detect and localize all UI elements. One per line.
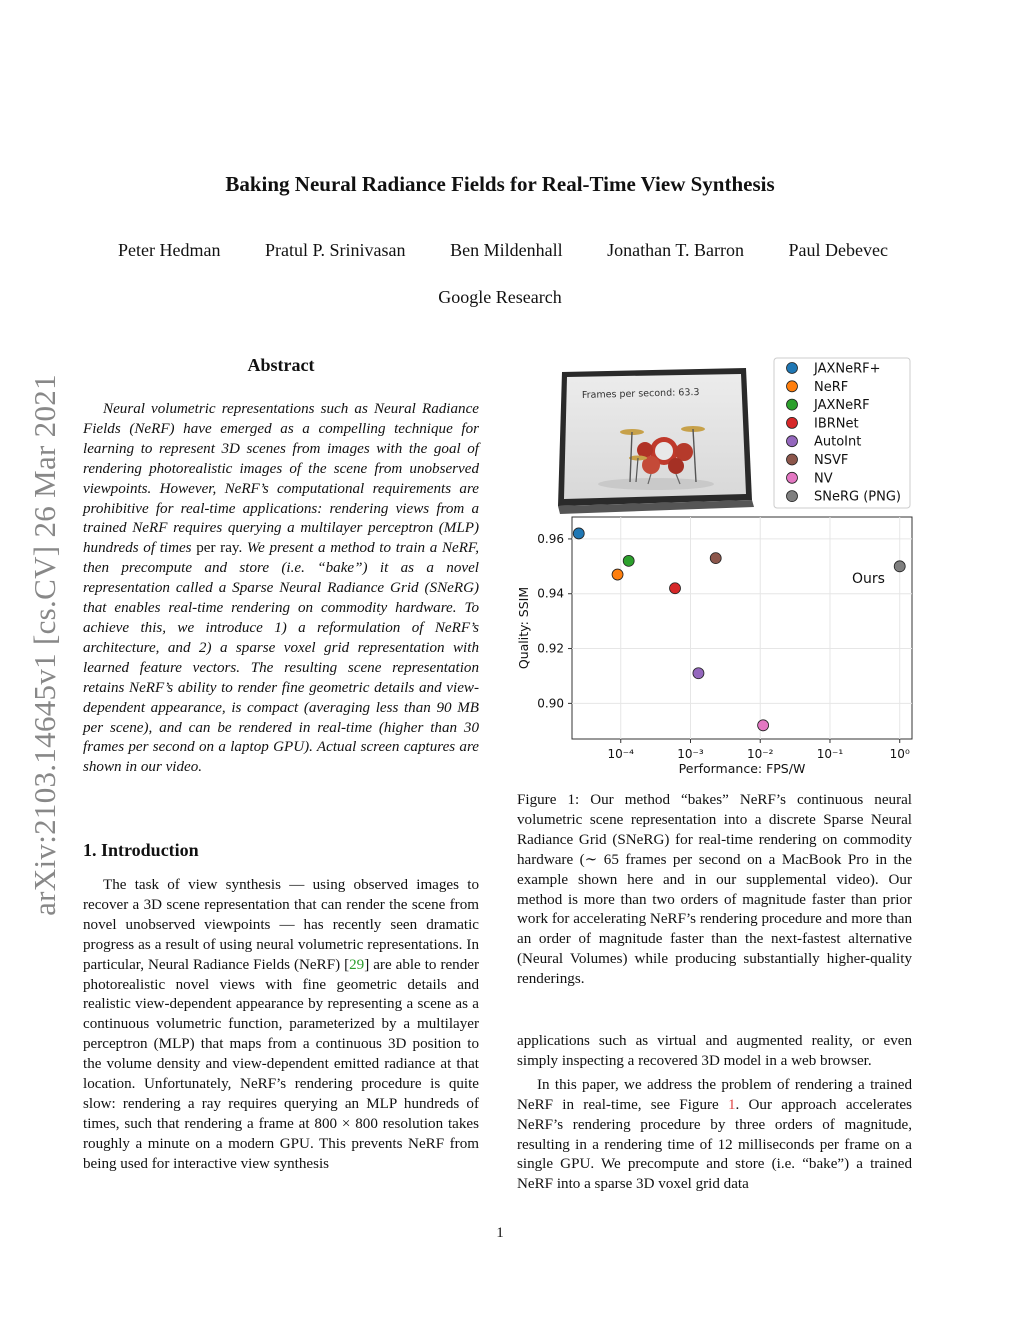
body-text: The task of view synthesis — using observed images to recover a 3D scene representation that can render the scene from novel unobserved viewpoints — has recently seen dramatic progress as a result of using neural volumetric representations. In particular, Neural Radiance Fields (NeRF) [ [83, 877, 479, 973]
right-column-body [517, 1032, 912, 1199]
body-paragraph [517, 1076, 912, 1195]
data-point [894, 561, 905, 572]
affiliation: Google Research [438, 287, 562, 307]
body-paragraph: applications such as virtual and augmented reality, or even simply inspecting a recovered 3D model in a web browser. [517, 1033, 912, 1069]
legend-marker [787, 363, 798, 374]
data-point [693, 668, 704, 679]
y-axis-label: Quality: SSIM [516, 586, 531, 670]
author: Jonathan T. Barron [607, 240, 744, 260]
abstract-body [83, 400, 479, 778]
data-point [612, 569, 623, 580]
legend-label: IBRNet [814, 416, 859, 432]
chart-points [573, 528, 905, 731]
legend-marker [787, 491, 798, 502]
legend-marker [787, 381, 798, 392]
body-text: . Our approach accelerates NeRF’s rendering procedure by three orders of magnitude, resulting in a rendering time of 12 milliseconds per frame on a single GPU. We precompute and store (i.e. “bake”) a trained NeRF into a sparse 3D voxel grid data [517, 1096, 912, 1193]
page-number: 1 [496, 1225, 504, 1241]
chart-legend [774, 358, 910, 508]
legend-marker [787, 454, 798, 465]
y-tick-label: 0.94 [537, 586, 564, 601]
legend-marker [787, 472, 798, 483]
legend-marker [787, 399, 798, 410]
x-axis-label: Performance: FPS/W [678, 761, 806, 776]
legend-label: AutoInt [814, 434, 862, 450]
chart-gridlines [572, 517, 912, 739]
y-tick-label: 0.90 [537, 696, 564, 711]
legend-label: NeRF [814, 379, 849, 395]
legend-marker [787, 417, 798, 428]
introduction-body [83, 876, 479, 1175]
author: Peter Hedman [118, 240, 221, 260]
author: Ben Mildenhall [450, 240, 563, 260]
author: Paul Debevec [788, 240, 888, 260]
data-point [670, 583, 681, 594]
data-point [573, 528, 584, 539]
author: Pratul P. Srinivasan [265, 240, 406, 260]
section-heading: 1. Introduction [83, 840, 199, 860]
x-tick-label: 10⁻¹ [816, 747, 844, 761]
arxiv-identifier: arXiv:2103.14645v1 [cs.CV] 26 Mar 2021 [27, 374, 62, 916]
citation-link[interactable]: 29 [349, 956, 365, 973]
figure-reference-link[interactable]: 1 [727, 1096, 736, 1113]
legend-label: JAXNeRF [814, 398, 870, 414]
abstract-heading: Abstract [247, 355, 315, 375]
x-tick-label: 10⁻⁴ [607, 747, 634, 761]
x-tick-label: 10⁻³ [677, 747, 704, 761]
abstract-text: Neural volumetric representations such as Neural Radiance Fields (NeRF) have emerged as a compelling technique for learning to represent 3D scenes from images with the goal of rendering photorealistic images of the scene from unobserved viewpoints. However, NeRF’s computational requirements are prohibitive for real-time applications: rendering views from a trained NeRF requires querying a multilayer perceptron (MLP) hundreds of times [83, 401, 479, 557]
abstract-text: per ray. [191, 540, 247, 557]
legend-label: NV [814, 471, 833, 487]
body-text: In this paper, we address the problem of rendering a trained NeRF in real-time, see Figure [517, 1076, 912, 1113]
data-point [710, 553, 721, 564]
performance-quality-chart [512, 352, 922, 782]
y-tick-label: 0.96 [537, 531, 564, 546]
caption-text: Figure 1: Our method “bakes” NeRF’s continuous neural volumetric scene representation into a discrete Sparse Neural Radiance Grid (SNeRG) for real-time rendering on commodity hardware (∼ 65 frames per second on a MacBook Pro in the example shown here and in our supplemental video). Our method is more than two orders of magnitude faster than prior work for accelerating NeRF’s rendering procedure and more than an order of magnitude faster than the next-fastest alternative (Neural Volumes) while producing substantially higher-quality renderings. [517, 792, 912, 988]
ours-annotation: Ours [852, 571, 885, 587]
chart-frame [572, 517, 912, 739]
body-paragraph [83, 876, 479, 1175]
legend-label: SNeRG (PNG) [814, 489, 901, 505]
figure-caption [517, 791, 912, 990]
abstract-paragraph [83, 400, 479, 778]
x-tick-label: 10⁰ [889, 747, 910, 761]
body-text: ] are able to render photorealistic novel views with fine geometric details and realistic view-dependent appearance by representing a scene as a continuous volumetric function, parameterized by a multilayer perceptron (MLP) that maps from a continuous 3D position to the volume density and view-dependent emitted radiance at that location. Unfortunately, NeRF’s rendering procedure is quite slow: rendering a ray requires querying an MLP hundreds of times, such that rendering a frame at 800 × 800 resolution takes roughly a minute on a modern GPU. This prevents NeRF from being used for interactive view synthesis [83, 956, 479, 1172]
data-point [623, 555, 634, 566]
legend-label: JAXNeRF+ [814, 361, 881, 377]
x-tick-label: 10⁻² [747, 747, 774, 761]
chart-ticks [537, 532, 910, 761]
legend-marker [787, 436, 798, 447]
fps-readout: Frames per second: 63.3 [581, 386, 700, 401]
abstract-text: We present a method to train a NeRF, then precompute and store (i.e. “bake”) it as a novel representation called a Sparse Neural Radiance Grid (SNeRG) that enables real-time rendering on commodity hardware. To achieve this, we introduce 1) a reformulation of NeRF’s architecture, and 2) a sparse voxel grid representation with learned feature vectors. The resulting scene representation retains NeRF’s ability to render fine geometric details and view-dependent appearance, is compact (averaging less than 90 MB per scene), and can be rendered in real-time (higher than 30 frames per second on a laptop GPU). Actual screen captures are shown in our video. [83, 540, 479, 776]
y-tick-label: 0.92 [537, 641, 564, 656]
legend-label: NSVF [814, 453, 849, 468]
author-list [118, 240, 888, 261]
paper-title: Baking Neural Radiance Fields for Real-Time View Synthesis [225, 172, 775, 196]
data-point [758, 720, 769, 731]
